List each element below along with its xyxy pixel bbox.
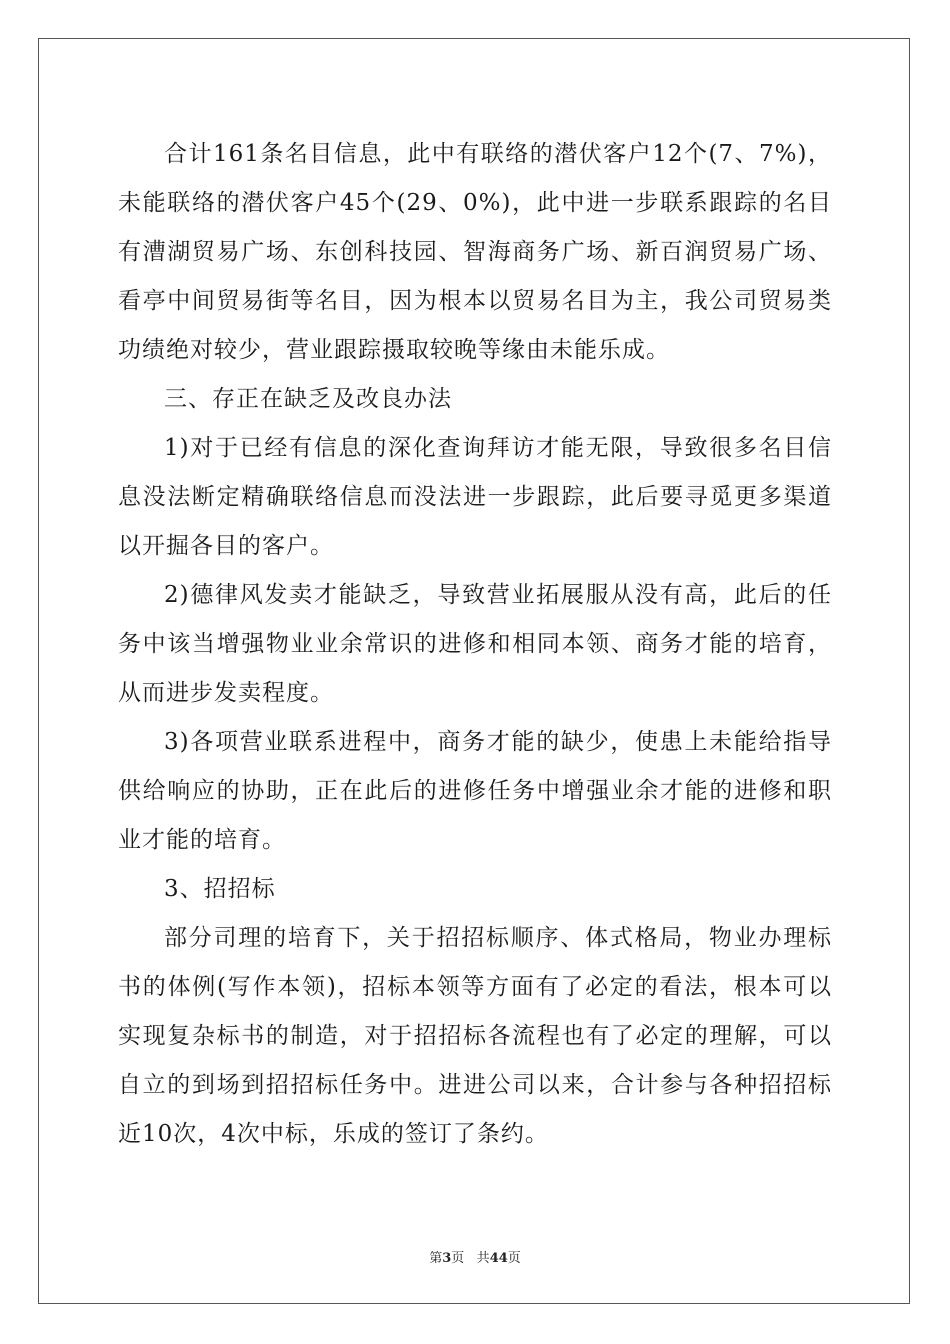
paragraph-bidding: 部分司理的培育下，关于招招标顺序、体式格局，物业办理标书的体例(写作本领)，招标本领等方面有了必定的看法，根本可以实现复杂标书的制造，对于招招标各流程也有了必定的理解，可以自立的到场到招招标任务中。进进公司以来，合计参与各种招招标近10次，4次中标，乐成的签订了条约。	[118, 925, 832, 1147]
footer-page-number: 3	[442, 1251, 452, 1266]
footer-total-suffix: 页	[507, 1251, 521, 1266]
section-heading-bidding: 3、招招标	[164, 876, 276, 902]
page-footer	[0, 1247, 950, 1266]
paragraph-item-1: 1)对于已经有信息的深化查询拜访才能无限，导致很多名目信息没法断定精确联络信息而没法进一步跟踪，此后要寻觅更多渠道以开掘各目的客户。	[118, 435, 832, 559]
footer-page-suffix: 页	[451, 1251, 465, 1266]
paragraph-item-2: 2)德律风发卖才能缺乏，导致营业拓展服从没有高，此后的任务中该当增强物业业余常识的进修和相同本领、商务才能的培育，从而进步发卖程度。	[118, 582, 832, 706]
section-heading-shortcomings: 三、存正在缺乏及改良办法	[164, 386, 452, 412]
document-body	[118, 130, 832, 1159]
paragraph-potential-clients: 合计161条名目信息，此中有联络的潜伏客户12个(7、7%)，未能联络的潜伏客户45个(29、0%)，此中进一步联系跟踪的名目有漕湖贸易广场、东创科技园、智海商务广场、新百润贸易广场、看亭中间贸易街等名目，因为根本以贸易名目为主，我公司贸易类功绩绝对较少，营业跟踪摄取较晚等缘由未能乐成。	[118, 141, 832, 363]
paragraph-item-3: 3)各项营业联系进程中，商务才能的缺少，使患上未能给指导供给响应的协助，正在此后的进修任务中增强业余才能的进修和职业才能的培育。	[118, 729, 832, 853]
footer-total-pages: 44	[489, 1251, 508, 1266]
footer-page-prefix: 第	[429, 1251, 443, 1266]
footer-total-prefix: 共	[476, 1251, 490, 1266]
